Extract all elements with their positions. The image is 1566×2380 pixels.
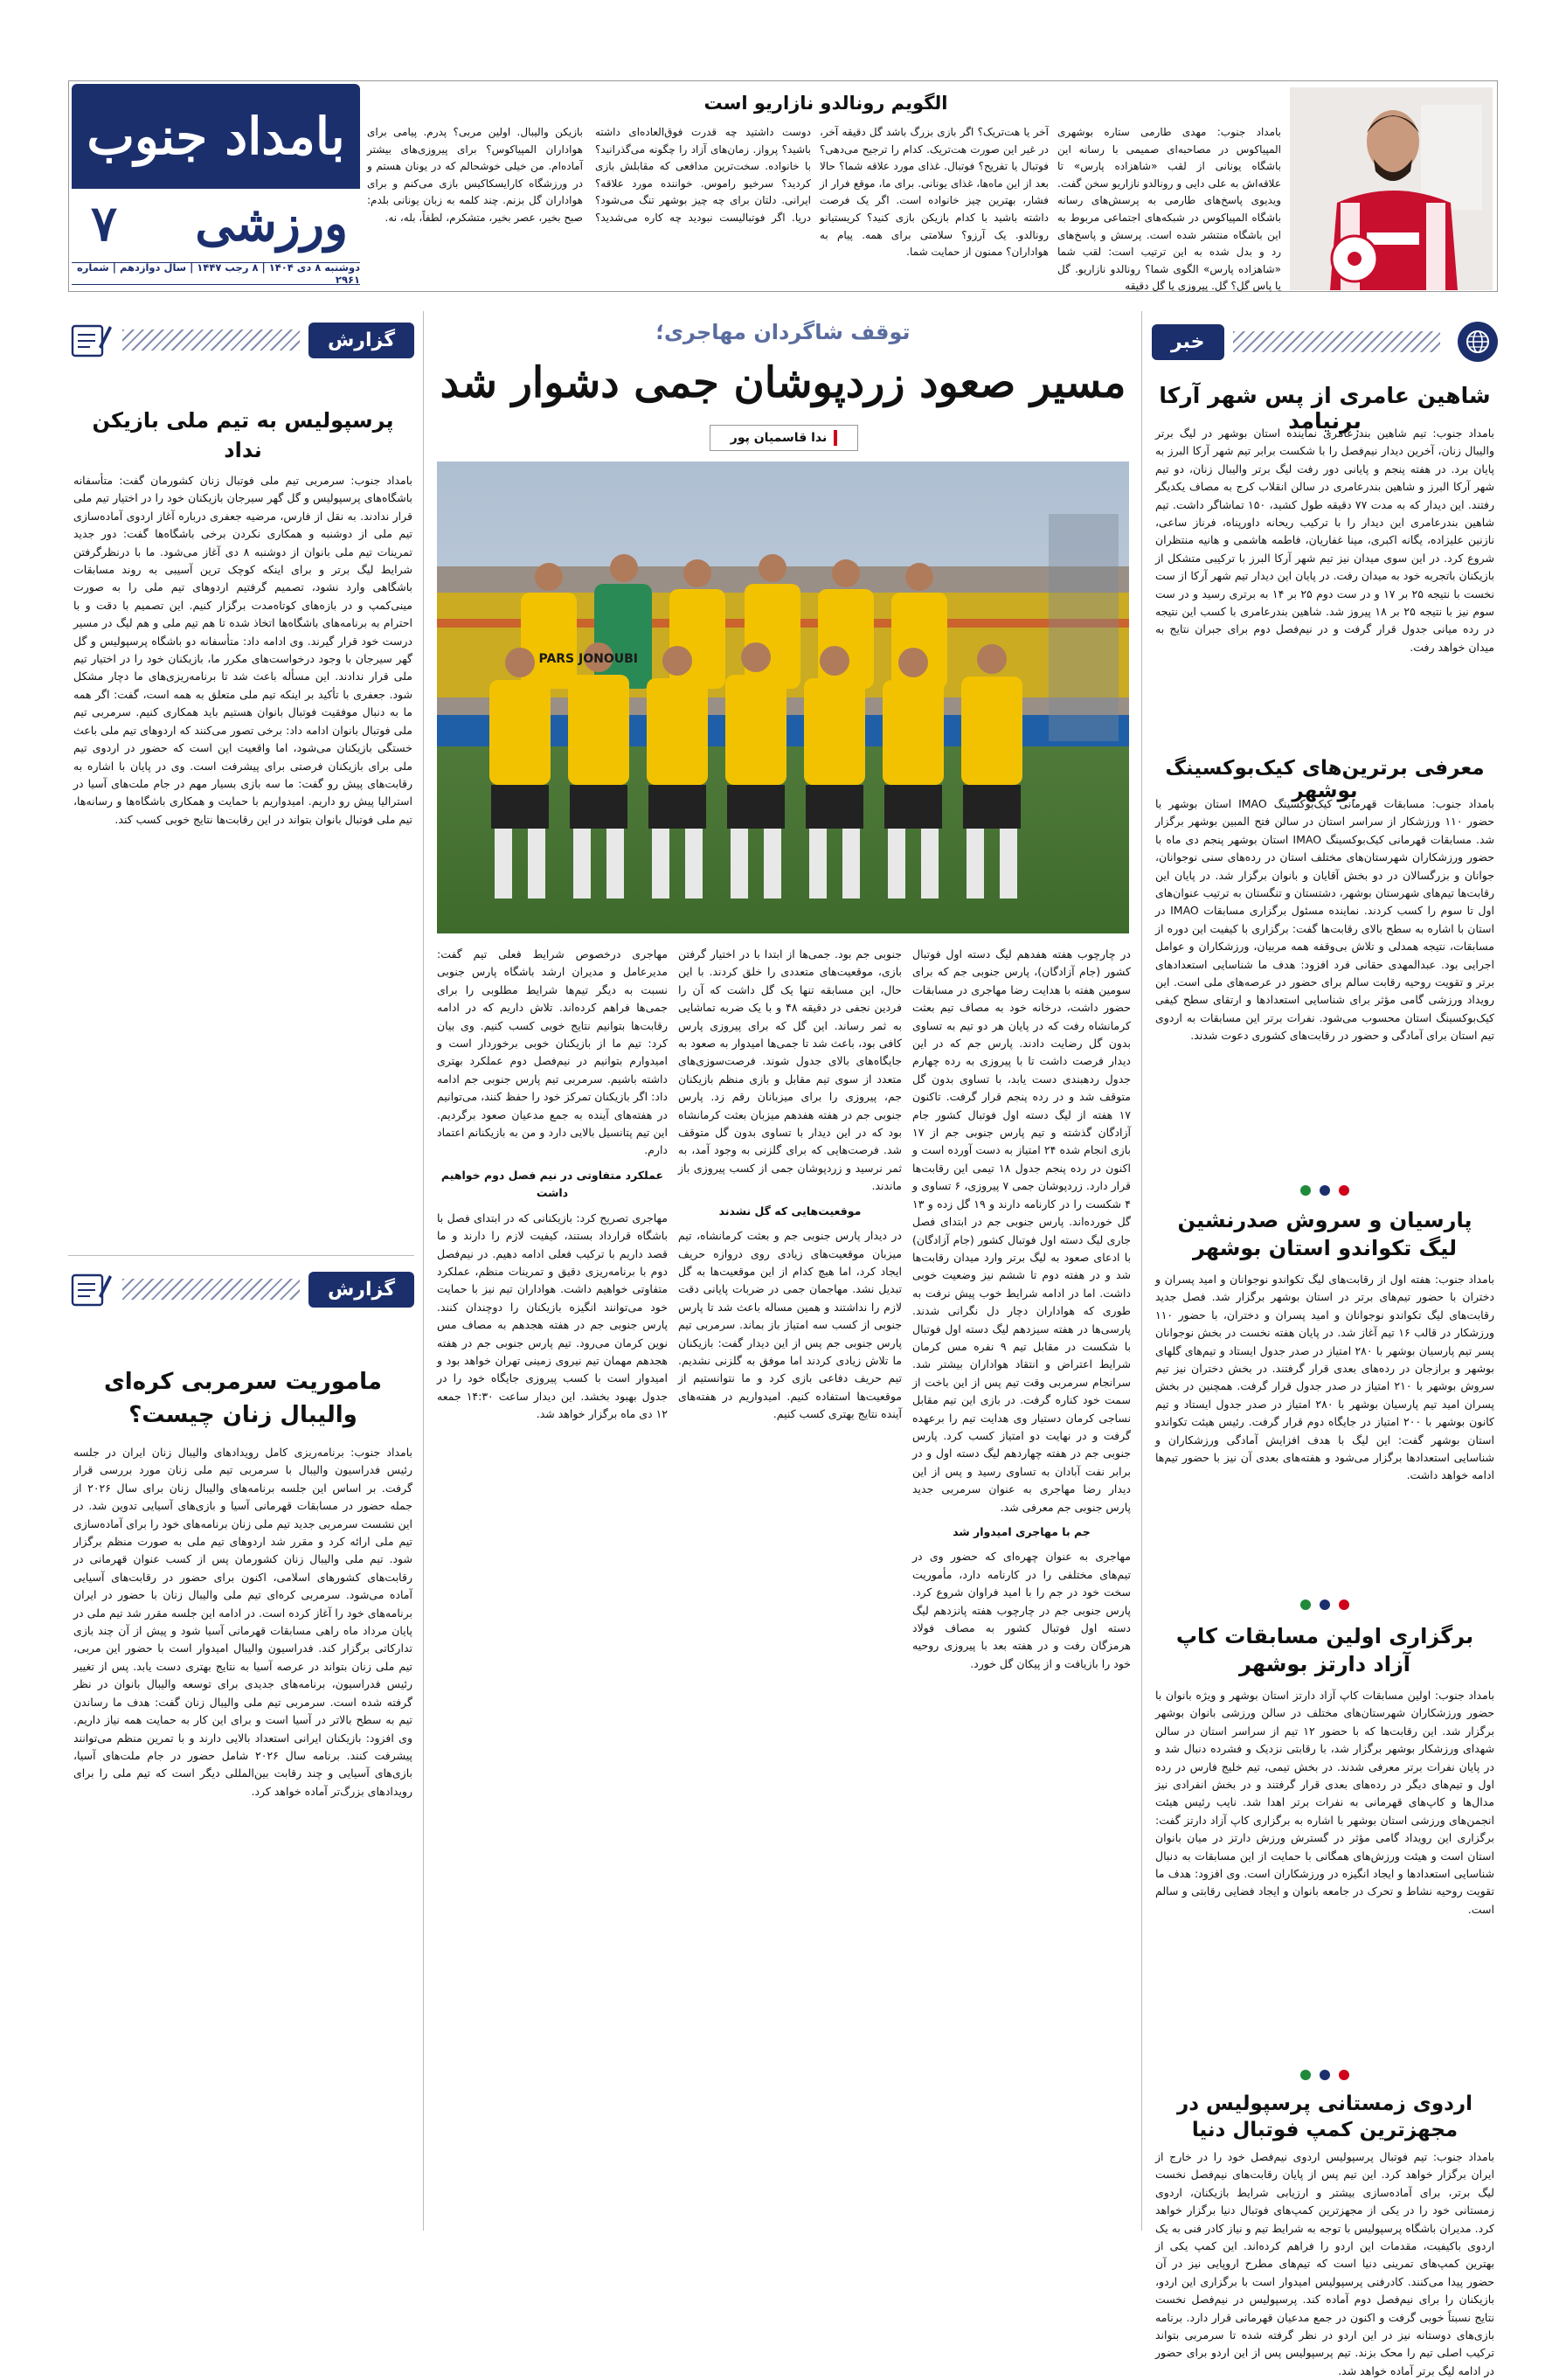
main-kicker: توقف شاگردان مهاجری؛ (655, 320, 911, 344)
news-body-3: بامداد جنوب: هفته اول از رقابت‌های لیگ تکواندو نوجوانان و امید پسران و دختران با حضور تیم‌های برتر در استان بوشهر برگزار شد. فصل جدید رقابت‌های لیگ تکواندو نوجوانان و امید پسران و دختران، با حضور ۱۱۰ ورزشکار در قالب ۱۶ تیم آغاز شد. در پایان هفته نخست در بخش نوجوانان پسر تیم پارسیان بوشهر با ۲۸۰ امتیاز در صدر جدول ایستاد و تیم‌های گلهای بوشهر و برازجان در رده‌های بعدی قرار گرفتند. در بخش دختران نیز تیم سروش بوشهر با ۲۱۰ امتیاز در صدر جدول قرار گرفت. همچنین در بخش پسران امید تیم پارسیان بوشهر با ۲۸۰ امتیاز در صدر جدول ایستاد و تیم کانون بوشهر با ۲۰۰ امتیاز در جایگاه دوم قرار گرفت. رئیس هیئت تکواندو استان بوشهر گفت: این لیگ با هدف افزایش آمادگی ورزشکاران و شناسایی استعدادها برگزار می‌شود و هفته‌های بعدی آن نیز با حضور تیم‌ها ادامه خواهد داشت. (1155, 1273, 1495, 1482)
green-dot (1300, 1599, 1311, 1610)
report2-tag-label: گزارش (308, 1272, 414, 1308)
report1-header (68, 315, 414, 365)
header-stripes (1233, 331, 1440, 352)
news-title-1: شاهین عامری از پس شهر آرکا برنیامد (1159, 383, 1491, 434)
report2-body: بامداد جنوب: برنامه‌ریزی کامل رویدادهای والیبال زنان ایران در جلسه رئیس فدراسیون والیبال با سرمربی تیم ملی زنان مورد بررسی قرار گرفت. بر اساس این جلسه برنامه‌های والیبال زنان برای سال ۲۰۲۶ از جمله حضور در مسابقات قهرمانی آسیا و بازی‌های آسیایی تدوین شد. در این نشست سرمربی جدید تیم ملی زنان برنامه‌های خود را برای آماده‌سازی تیم ملی ارائه کرد و مقرر شد اردوهای تیم ملی به صورت منظم برگزار شود. تیم ملی والیبال زنان کشورمان پس از کسب عنوان قهرمانی در رقابت‌های کشورهای اسلامی، اکنون برای حضور در رقابت‌های آسیایی آماده می‌شود. سرمربی کره‌ای تیم ملی والیبال زنان با حضور در ایران برنامه‌های خود را آغاز کرده است. در ادامه این جلسه مقرر شد تیم ملی در پایان مرداد ماه راهی مسابقات قهرمانی آسیا شود و پیش از آن چند بازی تدارکاتی برگزار کند. فدراسیون والیبال امیدوار است با حضور این مربی، تیم ملی زنان بتواند در عرصه آسیا به نتایج بهتری دست یابد. پس از تغییر رئیس فدراسیون، برنامه‌های جدیدی برای توسعه والیبال بانوان در نظر گرفته شده است. سرمربی تیم ملی والیبال زنان گفت: هدف ما رساندن تیم به سطح بالاتر در آسیا است و برای این کار به حمایت همه نیاز داریم. وی افزود: بازیکنان ایرانی استعداد بالایی دارند و با تمرین منظم می‌توانند پیشرفت کنند. برنامه سال ۲۰۲۶ شامل حضور در جام ملت‌های آسیا، بازی‌های آسیایی و چند رقابت بین‌المللی دیگر است که تیم ملی را برای رویدادهای بزرگ‌تر آماده خواهد کرد. (73, 1446, 413, 1798)
news-title-4: برگزاری اولین مسابقات کاپ آزاد دارتز بوشهر (1175, 1624, 1474, 1676)
column-separator-right (1141, 311, 1142, 2231)
report1-title: پرسپولیس به تیم ملی بازیکن نداد (92, 408, 394, 462)
news-tag-label: خبر (1152, 324, 1224, 360)
news-body-2: بامداد جنوب: مسابقات قهرمانی کیک‌بوکسینگ IMAO استان بوشهر با حضور ۱۱۰ ورزشکار از سراسر استان در سالن فتح المبین بوشهر برگزار شد. مسابقات قهرمانی کیک‌بوکسینگ IMAO استان بوشهر پنجم دی ماه با حضور ورزشکاران شهرستان‌های مختلف استان در رده‌های سنی نوجوانان، جوانان و بزرگسالان در دو بخش آقایان و بانوان برگزار شد. در پایان این رقابت‌ها تیم‌های شهرستان بوشهر، دشتستان و تنگستان به ترتیب عنوان‌های اول تا سوم را کسب کردند. نماینده مسئول برگزاری مسابقات IMAO در استان با اشاره به سطح بالای رقابت‌ها گفت: برگزاری با کیفیت این دوره از مسابقات، نتیجه همدلی و تلاش بی‌وقفه همه مربیان، ورزشکاران و عوامل اجرایی بود. عبدالمهدی حقانی فرد افزود: هدف ما شناسایی استعدادهای برتر و تقویت روحیه رقابت سالم برای حضور در عرصه‌های ملی است. این رویداد ورزشی گامی مؤثر برای شناسایی استعدادها و ارتقای سطح کیفی کیک‌بوکسینگ استان محسوب می‌شود. نفرات برتر این مسابقات به اردوی تیم استان برای آمادگی و حضور در رقابت‌های کشوری دعوت شدند. (1155, 797, 1495, 1043)
dots-divider-2 (1155, 1599, 1494, 1610)
news-title-5: اردوی زمستانی پرسپولیس در مجهزترین کمپ فوتبال دنیا (1176, 2092, 1473, 2141)
subheading-second-half: عملکرد متفاوتی در نیم فصل دوم خواهیم داشت (440, 1168, 664, 1200)
news-body-1: بامداد جنوب: تیم شاهین بندرعامری نماینده استان بوشهر در لیگ برتر والیبال زنان، آخرین دیدار نیم‌فصل را با شکست برابر تیم شهر آرکا البرز به پایان برد. در هفته پنجم و پایانی دور رفت لیگ برتر والیبال زنان، دو تیم شهر آرکا البرز و شاهین بندرعامری در سالن انقلاب کرج به مصاف یکدیگر رفتند. این دیدار که به مدت ۷۷ دقیقه طول کشید، ۱۵۰ تماشاگر داشت. تیم شاهین بندرعامری این دیدار را با ترکیب ریحانه داورپناه، فرناز ساعی، نازنین علیزاده، یگانه اکبری، مینا غفاریان، فاطمه هاشمی و هانیه منتظران شروع کرد. در این سوی میدان نیز تیم شهر آرکا البرز با ترکیبی متشکل از بازیکنان باتجربه خود به میدان رفت. در پایان این دیدار تیم شهر آرکا از ست نخست با نتیجه ۲۵ بر ۱۷ و در ست دوم ۲۵ بر ۱۴ به برتری رسید و در ست سوم نیز با نتیجه ۲۵ بر ۱۸ پیروز شد. شاهین بندرعامری با کسب این نتیجه در رده میانی جدول قرار گرفت و در نیم‌فصل دوم برای جبران نتایج به میدان خواهد رفت. (1155, 427, 1494, 654)
main-col-mid: جنوبی جم بود. جمی‌ها از ابتدا با در اختیار گرفتن بازی، موقعیت‌های متعددی را خلق کردند. با این حال، این مسابقه تنها یک گل داشت که آن را فردین نجفی در دقیقه ۴۸ و با یک ضربه تماشایی به ثمر رساند. این گل که برای پیروزی پارس کافی بود، باعث شد تا جمی‌ها امیدوار به صعود به جایگاه‌های بالای جدول شوند. فرصت‌سوزی‌های متعدد از سوی تیم مقابل و بازی منظم بازیکنان جم، پیروزی را برای میزبانان رقم زد. پارس جنوبی جم در هفته هفدهم میزبان بعثت کرمانشاه بود که در این دیدار با تساوی بدون گل متوقف شد. فرصت‌هایی که برای گلزنی به وجود آمد، به ثمر نرسید و زردپوشان جمی از کسب پیروزی باز ماندند. موقعیت‌هایی که گل نشدند در دیدار پارس جنوبی جم و بعثت کرمانشاه، تیم میزبان موقعیت‌های زیادی روی دروازه حریف ایجاد کرد، اما هیچ کدام از این موقعیت‌ها به گل تبدیل نشد. مهاجمان جمی در ضربات پایانی دقت لازم را نداشتند و همین مساله باعث شد تا پارس جنوبی از کسب سه امتیاز باز بماند. سرمربی تیم پارس جنوبی جم پس از این دیدار گفت: بازیکنان ما تلاش زیادی کردند اما موفق به گلزنی نشدیم. تیم حریف دفاعی بازی کرد و ما نتوانستیم از موقعیت‌ها استفاده کنیم. امیدواریم در هفته‌های آینده نتایج بهتری کسب کنیم. (678, 947, 902, 1421)
taremi-photo-illustration (1290, 87, 1493, 290)
news-section-header (1152, 316, 1498, 367)
masthead-name-panel (72, 84, 360, 189)
red-dot (1339, 1599, 1349, 1610)
byline (710, 425, 858, 451)
news-title-2: معرفی برترین‌های کیک‌بوکسینگ بوشهر (1165, 757, 1485, 802)
column-separator-left (423, 311, 424, 2231)
notepad-icon (68, 1269, 114, 1309)
navy-dot (1320, 1599, 1330, 1610)
masthead (72, 84, 360, 288)
masthead-section-row (72, 189, 360, 259)
top-story-title: الگویم رونالدو نازاریو است (703, 93, 948, 114)
masthead-name: بامداد جنوب (87, 107, 345, 166)
header-stripes (122, 1279, 300, 1300)
dots-divider-1 (1155, 1185, 1494, 1196)
report2-header (68, 1264, 414, 1315)
report1-tag-label: گزارش (308, 323, 414, 358)
team-photo (437, 461, 1129, 933)
main-col-left: مهاجری درخصوص شرایط فعلی تیم گفت: مدیرعامل و مدیران ارشد باشگاه پارس جنوبی نسبت به دیگر تیم‌ها شرایط مطلوبی را برای جمی‌ها فراهم کرده‌اند. تلاش داریم که در ادامه رقابت‌ها بتوانیم نتایج خوبی کسب کنیم. وی بیان کرد: تیم ما از بازیکنان خوبی برخوردار است و امیدوارم بتوانیم در نیم‌فصل دوم عملکرد بهتری داشته باشیم. سرمربی تیم پارس جنوبی جم ادامه داد: اگر بازیکنان تمرکز خود را حفظ کنند، می‌توانیم در هفته‌های آینده به جمع مدعیان صعود برگردیم. این تیم پتانسیل بالایی دارد و من به بازیکنانم اعتماد دارم. عملکرد متفاوتی در نیم فصل دوم خواهیم داشت مهاجری تصریح کرد: بازیکنانی که در ابتدای فصل با باشگاه قرارداد بستند، کیفیت لازم را دارند و ما قصد داریم با ترکیب فعلی ادامه دهیم. در نیم‌فصل دوم با برنامه‌ریزی دقیق و تمرینات منظم، عملکرد متفاوتی خواهیم داشت. هواداران تیم نیز با حمایت خود می‌توانند انگیزه بازیکنان را دوچندان کنند. پارس جنوبی جم در هفته هجدهم به مصاف مس نوین کرمان می‌رود. تیم پارس جنوبی جم در هفته هجدهم مهمان تیم نیروی زمینی تهران خواهد بود و امیدوار است با کسب پیروزی جایگاه خود را در جدول بهبود بخشد. این دیدار ساعت ۱۴:۳۰ جمعه ۱۲ دی ماه برگزار خواهد شد. (437, 947, 668, 1421)
header-stripes (122, 330, 300, 350)
jersey-text: PARS JONOUBI (538, 652, 638, 666)
top-story-col-1: بامداد جنوب: مهدی طارمی ستاره بوشهری المپیاکوس در مصاحبه‌ای صمیمی با رسانه این باشگاه یونانی از لقب «شاهزاده پارس» تا علاقه‌اش به علی دایی و رونالدو نازاریو سخن گفت. ویدیوی پاسخ‌های طارمی به پرسش‌های رسانه باشگاه المپیاکوس در شبکه‌های اجتماعی مربوط به این باشگاه منتشر شده است. پرسش و پاسخ‌های رد و بدل شده به این ترتیب است: لقب شما «شاهزاده پارس» الگوی شما؟ رونالدو نازاریو. گل یا پاس گل؟ گل. پیروزی یا گل دقیقه (1057, 126, 1281, 293)
news-body-4: بامداد جنوب: اولین مسابقات کاپ آزاد دارتز استان بوشهر و ویژه بانوان با حضور ورزشکاران شهرستان‌های مختلف در سالن ورزشی بانوان بوشهر برگزار شد. این رقابت‌ها که با حضور ۱۲ تیم از سراسر استان در سالن شهدای ورزشکار بوشهر برگزار شد، با رقابتی نزدیک و فشرده دنبال شد و در پایان نفرات برتر معرفی شدند. در بخش تیمی، تیم خلیج فارس در رده اول و تیم‌های دیگر در رده‌های بعدی قرار گرفتند و در بخش انفرادی نیز مدال‌ها و کاپ‌های قهرمانی به نفرات برتر اهدا شد. نایب رئیس هیئت انجمن‌های ورزشی استان بوشهر با اشاره به برگزاری کاپ آزاد دارتز گفت: برگزاری این رویداد گامی مؤثر در گسترش ورزش دارتز در میان بانوان استان است و هیئت ورزش‌های همگانی با حمایت از این مسابقات به دنبال شناسایی استعدادها و ایجاد انگیزه در ورزشکاران است. وی افزود: هدف ما تقویت روحیه نشاط و تحرک در جامعه بانوان و ایجاد فضایی رقابتی و سالم است. (1155, 1689, 1494, 1916)
report-separator (68, 1255, 414, 1256)
page-number: ۷ (91, 195, 118, 253)
masthead-date-line: دوشنبه ۸ دی ۱۴۰۴ | ۸ رجب ۱۴۴۷ | سال دوازدهم | شماره ۲۹۶۱ (72, 262, 360, 285)
team-photo-illustration (437, 461, 1129, 933)
green-dot (1300, 2070, 1311, 2080)
subheading-chances: موقعیت‌هایی که گل نشدند (718, 1204, 862, 1218)
news-body-5: بامداد جنوب: تیم فوتبال پرسپولیس اردوی نیم‌فصل خود را در خارج از ایران برگزار خواهد کرد. این تیم پس از پایان رقابت‌های نیم‌فصل نخست لیگ برتر، برای آماده‌سازی بیشتر و ارزیابی شرایط بازیکنان، اردوی زمستانی خود را در یکی از مجهزترین کمپ‌های فوتبال دنیا برگزار خواهد کرد. مدیران باشگاه پرسپولیس با توجه به شرایط تیم و نیاز کادر فنی به یک اردوی باکیفیت، مقدمات این اردو را فراهم کرده‌اند. این کمپ یکی از بهترین کمپ‌های تمرینی دنیا است که تیم‌های مطرح اروپایی نیز در آن حضور پیدا می‌کنند. کادرفنی پرسپولیس امیدوار است با برگزاری این اردو، بازیکنان را برای نیم‌فصل دوم آماده کند. پرسپولیس در نیم‌فصل نخست نتایج نسبتاً خوبی گرفت و اکنون در جمع مدعیان قهرمانی قرار دارد. برنامه بازی‌های دوستانه نیز در این اردو در نظر گرفته شده تا سرمربی بتواند ترکیب اصلی تیم را محک بزند. تیم پرسپولیس پس از این اردو برای حضور در ادامه لیگ برتر آماده خواهد شد. (1155, 2150, 1494, 2377)
top-story-col-3: دوست داشتید چه قدرت فوق‌العاده‌ای داشته باشید؟ پرواز. زمان‌های آزاد را چگونه می‌گذرانید؟ با خانواده. سخت‌ترین مدافعی که مقابلش بازی کردید؟ سرخیو راموس. خواننده مورد علاقه؟ ایرانی. دلتان برای چه چیز بوشهر تنگ می‌شود؟ دریا. اگر فوتبالیست نبودید چه کاره می‌شدید؟ بازیکن والیبال. اولین مربی؟ پدرم. پیامی برای هواداران المپیاکوس؟ برای پیروزی‌های بیشتر آماده‌ام. من خیلی خوشحالم که در یونان هستم و در ورزشگاه کارایسکاکیس بازی می‌کنم و برای هواداران گل بزنم. چند کلمه به زبان یونانی بلدم: صبح بخیر، عصر بخیر، متشکرم، لطفاً، بله، نه. (367, 126, 811, 224)
globe-icon (1458, 322, 1498, 362)
red-dot (1339, 2070, 1349, 2080)
masthead-section-name: ورزشی (195, 195, 348, 253)
top-story-col-2: آخر یا هت‌تریک؟ اگر بازی بزرگ باشد گل دقیقه آخر، در غیر این صورت هت‌تریک. کدام را ترجیح می‌دهی؟ فوتبال یا تفریح؟ فوتبال. غذای مورد علاقه شما؟ حالا بعد از این ماه‌ها، غذای یونانی. برای ما، موقع فرار از فشار، بهترین چیز خانواده است. اگر یک فرصت داشته باشید با کدام بازیکن بازی کنید؟ کریستیانو رونالدو. یک آرزو؟ سلامتی برای همه. پیام به هواداران؟ ممنون از حمایت شما. (820, 126, 1049, 259)
byline-author: ندا قاسمیان پور (730, 431, 828, 445)
red-dot (1339, 1185, 1349, 1196)
green-dot (1300, 1185, 1311, 1196)
navy-dot (1320, 1185, 1330, 1196)
subheading-mahajeri: جم با مهاجری امیدوار شد (953, 1525, 1091, 1538)
navy-dot (1320, 2070, 1330, 2080)
taremi-photo (1290, 87, 1493, 290)
main-col-right: در چارچوب هفته هفدهم لیگ دسته اول فوتبال کشور (جام آزادگان)، پارس جنوبی جم که برای سومین هفته با هدایت رضا مهاجری در مسابقات حضور داشت، درخانه خود به مصاف تیم بعثت کرمانشاه رفت که در پایان هر دو تیم به تساوی بدون گل رضایت دادند. پارس جم که در این دیدار فرصت داشت تا با پیروزی به رده چهارم جدول ردهبندی دست یابد، با تساوی بدون گل متوقف شد و در رده پنجم قرار گرفت. تاکنون ۱۷ هفته از لیگ دسته اول فوتبال کشور جام آزادگان گذشته و تیم پارس جنوبی جم از ۱۷ بازی انجام شده ۲۴ امتیاز به دست آورده است و اکنون در رده پنجم جدول ۱۸ تیمی این رقابت‌ها قرار دارد. زردپوشان جمی ۷ پیروزی، ۶ تساوی و ۴ شکست را در کارنامه دارند و ۱۹ گل زده و ۱۳ گل خورده‌اند. پارس جنوبی جم در ابتدای فصل جاری لیگ دسته اول فوتبال کشور (جام آزادگان) با ادعای صعود به لیگ برتر وارد میدان رقابت‌ها شد و در هفته دوم تا ششم نیز وضعیت خوبی داشت. اما در ادامه شرایط خوب پیش نرفت به طوری که هواداران دچار دل نگرانی شدند. پارسی‌ها در هفته سیزدهم لیگ دسته اول فوتبال با شکست در مقابل تیم ۹ نفره مس کرمان شرایط اعتراض و انتقاد هواداران بیشتر شد. سرانجام سرمربی وقت تیم پس از این باخت از سمت خود کناره گرفت. در بازی این تیم مقابل نساجی کرمان دستیار وی هدایت تیم را برعهده گرفت و در نهایت دو امتیاز کسب کرد. پارس جنوبی جم در هفته چهاردهم لیگ دسته اول و در برابر نفت آبادان به تساوی رسید و پس از این دیدار رضا مهاجری به عنوان سرمربی جدید پارس جنوبی جم معرفی شد. جم با مهاجری امیدوار شد مهاجری به عنوان چهره‌ای که حضور وی در تیم‌های مختلفی را در کارنامه دارد، مأموریت سخت خود در جم را با امید فراوان شروع کرد. پارس جنوبی جم در چارچوب هفته پانزدهم لیگ دسته اول فوتبال کشور به مصاف فولاد هرمزگان رفت و در هفته بعد با پیروزی روحیه خود را بازیافت و از پیکان گل خورد. (912, 947, 1131, 1670)
news-title-3: پارسیان و سروش صدرنشین لیگ تکواندو استان بوشهر (1177, 1208, 1472, 1260)
main-headline: مسیر صعود زردپوشان جمی دشوار شد (440, 358, 1126, 407)
notepad-icon (68, 320, 114, 360)
report1-body: بامداد جنوب: سرمربی تیم ملی فوتبال زنان کشورمان گفت: متأسفانه باشگاه‌های پرسپولیس و گل گهر سیرجان بازیکنان خود را در اختیار تیم ملی قرار ندادند. به نقل از فارس، مرضیه جعفری درباره آغاز اردوی آماده‌سازی تیم ملی از دوشنبه و همکاری نکردن برخی باشگاه‌ها گفت: دور جدید تمرینات تیم ملی بانوان از دوشنبه ۸ دی آغاز می‌شود. ما با درنظرگرفتن شرایط لیگ برتر و برای اینکه کوچک ترین آسیبی به روند مسابقات باشگاهی وارد نشود، تصمیم گرفتیم اردوهای تیم ملی را به صورت مینی‌کمپ و در بازه‌های کوتاه‌مدت برگزار کنیم. این تصمیم با دقت و با احترام به برنامه‌های باشگاه‌ها اتخاذ شده تا هم تیم ملی و هم لیگ در مسیر درست خود قرار گیرند. وی ادامه داد: متأسفانه دو باشگاه پرسپولیس و گل گهر سیرجان با وجود درخواست‌های مکرر ما، بازیکنان خود را در اختیار تیم ملی قرار ندادند. این مسأله باعث شد تا برنامه‌ریزی‌های ما دچار مشکل شود. جعفری با تأکید بر اینکه تیم ملی متعلق به همه است، گفت: اگر همه ما به دنبال موفقیت فوتبال بانوان هستیم باید همکاری کنیم. سرمربی تیم ملی فوتبال بانوان ادامه داد: برخی تصور می‌کنند که اردوهای تیم ملی باعث خستگی بازیکنان می‌شود، اما واقعیت این است که حضور در اردوی تیم ملی برای بازیکنان فرصتی برای پیشرفت است. وی در پایان با اشاره به رقابت‌های پیش رو گفت: ما سه بازی بسیار مهم در جام ملت‌های آسیا در استرالیا پیش رو داریم. امیدواریم با حمایت و همکاری باشگاه‌ها و رسانه‌ها، تیم ملی فوتبال بانوان بتواند در این رقابت‌ها نتایج خوبی کسب کند. (73, 474, 412, 826)
byline-marker (834, 430, 837, 446)
dots-divider-3 (1155, 2070, 1494, 2080)
report2-title: ماموریت سرمربی کره‌ای والیبال زنان چیست؟ (103, 1369, 383, 1428)
